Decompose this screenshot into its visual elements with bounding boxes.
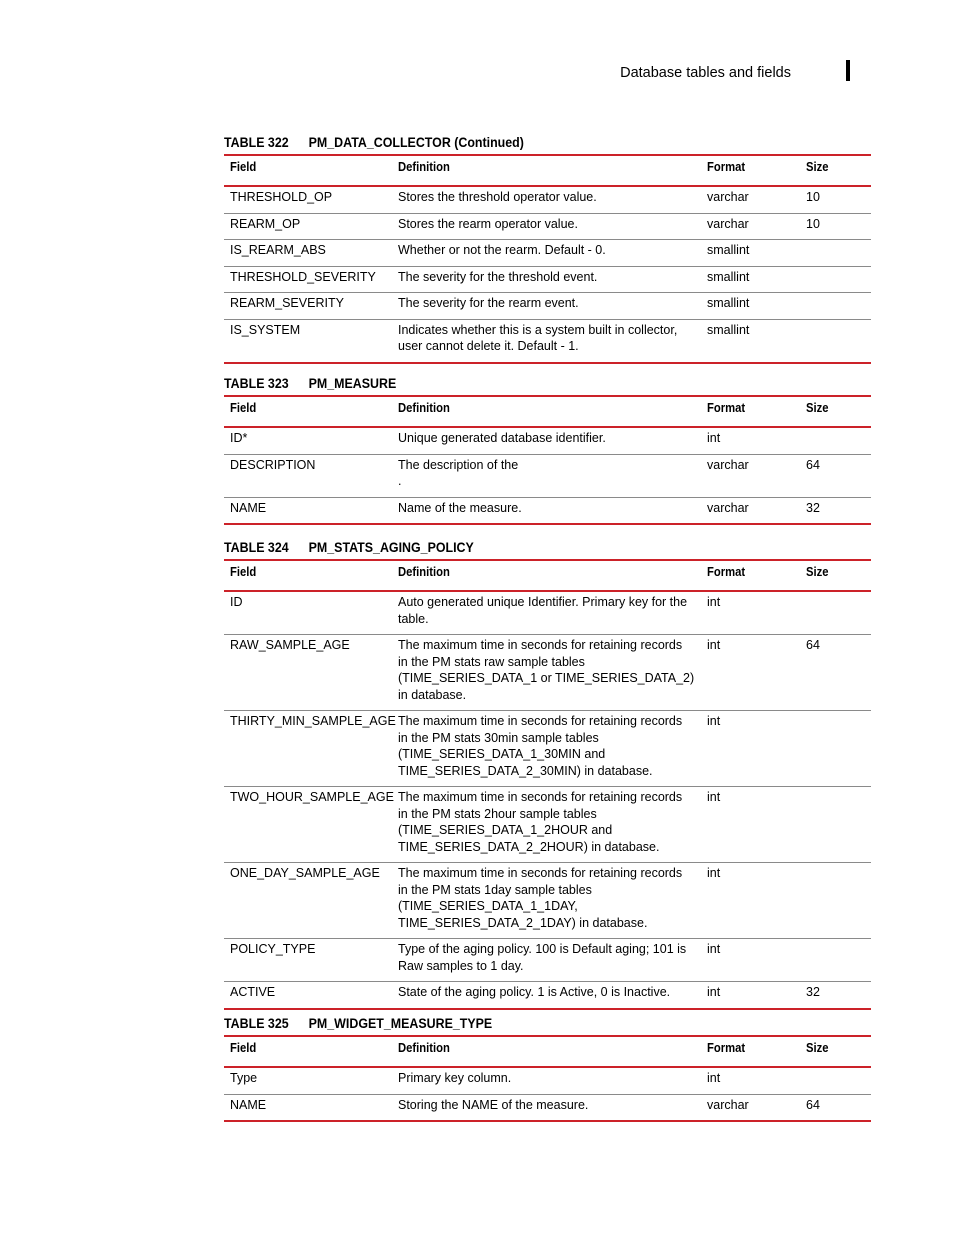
format-cell: int xyxy=(701,635,800,711)
table-322-block xyxy=(224,131,871,364)
column-header xyxy=(224,1036,392,1067)
size-cell xyxy=(800,787,871,863)
table-name: PM_STATS_AGING_POLICY xyxy=(308,540,474,555)
size-cell xyxy=(800,293,871,320)
field-cell: REARM_SEVERITY xyxy=(224,293,392,320)
size-cell: 32 xyxy=(806,500,820,515)
column-header-label: Size xyxy=(806,1041,829,1055)
field-cell: THIRTY_MIN_SAMPLE_AGE xyxy=(224,711,392,787)
column-header xyxy=(701,560,800,591)
table-name: PM_DATA_COLLECTOR (Continued) xyxy=(308,135,524,150)
field-cell: NAME xyxy=(230,500,267,515)
table-row xyxy=(224,186,871,213)
table-header-row xyxy=(224,560,871,591)
definition-cell: Stores the threshold operator value. xyxy=(392,186,701,213)
table-row xyxy=(224,635,871,711)
format-cell: int xyxy=(701,591,800,635)
table-row xyxy=(224,266,871,293)
size-cell: 10 xyxy=(800,213,871,240)
table-row xyxy=(224,497,871,524)
definition-cell: The severity for the threshold event. xyxy=(392,266,701,293)
size-cell xyxy=(800,427,871,454)
column-header-label: Definition xyxy=(398,1041,450,1055)
table-caption xyxy=(224,536,819,556)
column-header xyxy=(392,1036,701,1067)
definition-cell: The description of the . xyxy=(392,454,701,497)
column-header-label: Size xyxy=(806,565,829,579)
table-name: PM_WIDGET_MEASURE_TYPE xyxy=(308,1016,493,1031)
format-cell: smallint xyxy=(701,240,800,267)
column-header xyxy=(701,1036,800,1067)
table-row xyxy=(224,454,871,497)
field-cell: ACTIVE xyxy=(230,985,276,999)
table-row xyxy=(224,787,871,863)
column-header-label: Definition xyxy=(398,401,450,415)
column-header-label: Definition xyxy=(398,160,450,174)
table-row xyxy=(224,1067,871,1094)
size-cell xyxy=(800,319,871,363)
table-row xyxy=(224,427,871,454)
table-row xyxy=(224,1094,871,1121)
table-323-block xyxy=(224,372,871,525)
definition-cell: The maximum time in seconds for retaining records in the PM stats 30min sample tables (TIME_SERIES_DATA_1_30MIN and TIME_SERIES_DATA_2_30MIN) in database. xyxy=(392,711,701,787)
size-cell xyxy=(800,240,871,267)
column-header xyxy=(701,155,800,186)
table-row xyxy=(224,240,871,267)
definition-cell: Name of the measure. xyxy=(398,500,522,515)
format-cell: varchar xyxy=(701,186,800,213)
table-row xyxy=(224,863,871,939)
column-header xyxy=(392,560,701,591)
table-row xyxy=(224,293,871,320)
field-cell: ONE_DAY_SAMPLE_AGE xyxy=(224,863,392,939)
size-cell xyxy=(800,939,871,982)
field-cell: REARM_OP xyxy=(224,213,392,240)
size-cell: 32 xyxy=(806,985,820,999)
table-header-row xyxy=(224,396,871,427)
column-header-label: Format xyxy=(707,565,746,579)
field-cell: IS_SYSTEM xyxy=(230,322,301,337)
definition-cell: State of the aging policy. 1 is Active, 0 is Inactive. xyxy=(398,985,671,999)
size-cell: 10 xyxy=(800,186,871,213)
definition-cell: The severity for the rearm event. xyxy=(392,293,701,320)
column-header xyxy=(392,396,701,427)
header-marker-bar xyxy=(846,60,850,81)
definition-cell: Stores the rearm operator value. xyxy=(392,213,701,240)
format-cell: int xyxy=(701,863,800,939)
format-cell: varchar xyxy=(701,454,800,497)
definition-cell: The maximum time in seconds for retaining records in the PM stats 2hour sample tables (TIME_SERIES_DATA_1_2HOUR and TIME_SERIES_DATA_2_2HOUR) in database. xyxy=(392,787,701,863)
field-cell: IS_REARM_ABS xyxy=(224,240,392,267)
field-cell: TWO_HOUR_SAMPLE_AGE xyxy=(224,787,392,863)
field-cell: ID* xyxy=(224,427,392,454)
format-cell: smallint xyxy=(707,322,750,337)
column-header-label: Size xyxy=(806,160,829,174)
column-header xyxy=(800,155,871,186)
format-cell: varchar xyxy=(707,1097,749,1112)
column-header-label: Format xyxy=(707,1041,746,1055)
column-header xyxy=(392,155,701,186)
column-header xyxy=(800,396,871,427)
column-header-label: Format xyxy=(707,401,746,415)
size-cell: 64 xyxy=(800,635,871,711)
table-number: TABLE 322 xyxy=(224,135,289,150)
field-cell: ID xyxy=(224,591,392,635)
table-caption xyxy=(224,1012,819,1032)
format-cell: smallint xyxy=(701,266,800,293)
size-cell xyxy=(800,1067,871,1094)
running-header-title: Database tables and fields xyxy=(620,65,791,81)
field-cell: NAME xyxy=(230,1097,267,1112)
size-cell xyxy=(800,591,871,635)
column-header-label: Size xyxy=(806,401,829,415)
definition-cell: Auto generated unique Identifier. Primary key for the table. xyxy=(392,591,701,635)
table-caption xyxy=(224,131,819,151)
column-header xyxy=(224,560,392,591)
definition-cell: Whether or not the rearm. Default - 0. xyxy=(392,240,701,267)
table-324-block xyxy=(224,536,871,1010)
table-325-block xyxy=(224,1012,871,1122)
table-row xyxy=(224,982,871,1009)
data-table xyxy=(224,395,871,525)
definition-cell: Primary key column. xyxy=(392,1067,701,1094)
column-header-label: Field xyxy=(230,565,257,579)
size-cell xyxy=(800,863,871,939)
table-name: PM_MEASURE xyxy=(308,376,397,391)
definition-cell: Unique generated database identifier. xyxy=(392,427,701,454)
format-cell: int xyxy=(701,787,800,863)
size-cell: 64 xyxy=(806,1097,820,1112)
format-cell: int xyxy=(701,939,800,982)
definition-cell: The maximum time in seconds for retaining records in the PM stats 1day sample tables (TIME_SERIES_DATA_1_1DAY, TIME_SERIES_DATA_2_1DAY) in database. xyxy=(392,863,701,939)
data-table xyxy=(224,559,871,1010)
column-header xyxy=(800,560,871,591)
definition-cell: Storing the NAME of the measure. xyxy=(398,1097,589,1112)
column-header-label: Field xyxy=(230,401,257,415)
definition-cell: The maximum time in seconds for retaining records in the PM stats raw sample tables (TIME_SERIES_DATA_1 or TIME_SERIES_DATA_2) in database. xyxy=(392,635,701,711)
table-row xyxy=(224,711,871,787)
format-cell: int xyxy=(701,711,800,787)
field-cell: DESCRIPTION xyxy=(224,454,392,497)
field-cell: THRESHOLD_SEVERITY xyxy=(224,266,392,293)
table-number: TABLE 325 xyxy=(224,1016,289,1031)
table-header-row xyxy=(224,155,871,186)
size-cell: 64 xyxy=(800,454,871,497)
table-number: TABLE 323 xyxy=(224,376,289,391)
column-header-label: Field xyxy=(230,160,257,174)
table-row xyxy=(224,939,871,982)
column-header xyxy=(800,1036,871,1067)
size-cell xyxy=(800,711,871,787)
column-header xyxy=(224,396,392,427)
column-header xyxy=(224,155,392,186)
table-number: TABLE 324 xyxy=(224,540,289,555)
field-cell: RAW_SAMPLE_AGE xyxy=(224,635,392,711)
column-header-label: Format xyxy=(707,160,746,174)
table-header-row xyxy=(224,1036,871,1067)
field-cell: POLICY_TYPE xyxy=(224,939,392,982)
column-header-label: Definition xyxy=(398,565,450,579)
format-cell: smallint xyxy=(701,293,800,320)
definition-cell: Indicates whether this is a system built in collector, user cannot delete it. Default - 1. xyxy=(398,322,678,353)
table-row xyxy=(224,591,871,635)
format-cell: varchar xyxy=(707,500,749,515)
table-row xyxy=(224,319,871,363)
table-row xyxy=(224,213,871,240)
format-cell: varchar xyxy=(701,213,800,240)
data-table xyxy=(224,154,871,364)
table-caption xyxy=(224,372,819,392)
column-header-label: Field xyxy=(230,1041,257,1055)
format-cell: int xyxy=(701,427,800,454)
field-cell: Type xyxy=(224,1067,392,1094)
definition-cell: Type of the aging policy. 100 is Default aging; 101 is Raw samples to 1 day. xyxy=(392,939,701,982)
field-cell: THRESHOLD_OP xyxy=(224,186,392,213)
format-cell: int xyxy=(707,985,721,999)
size-cell xyxy=(800,266,871,293)
format-cell: int xyxy=(701,1067,800,1094)
data-table xyxy=(224,1035,871,1122)
column-header xyxy=(701,396,800,427)
